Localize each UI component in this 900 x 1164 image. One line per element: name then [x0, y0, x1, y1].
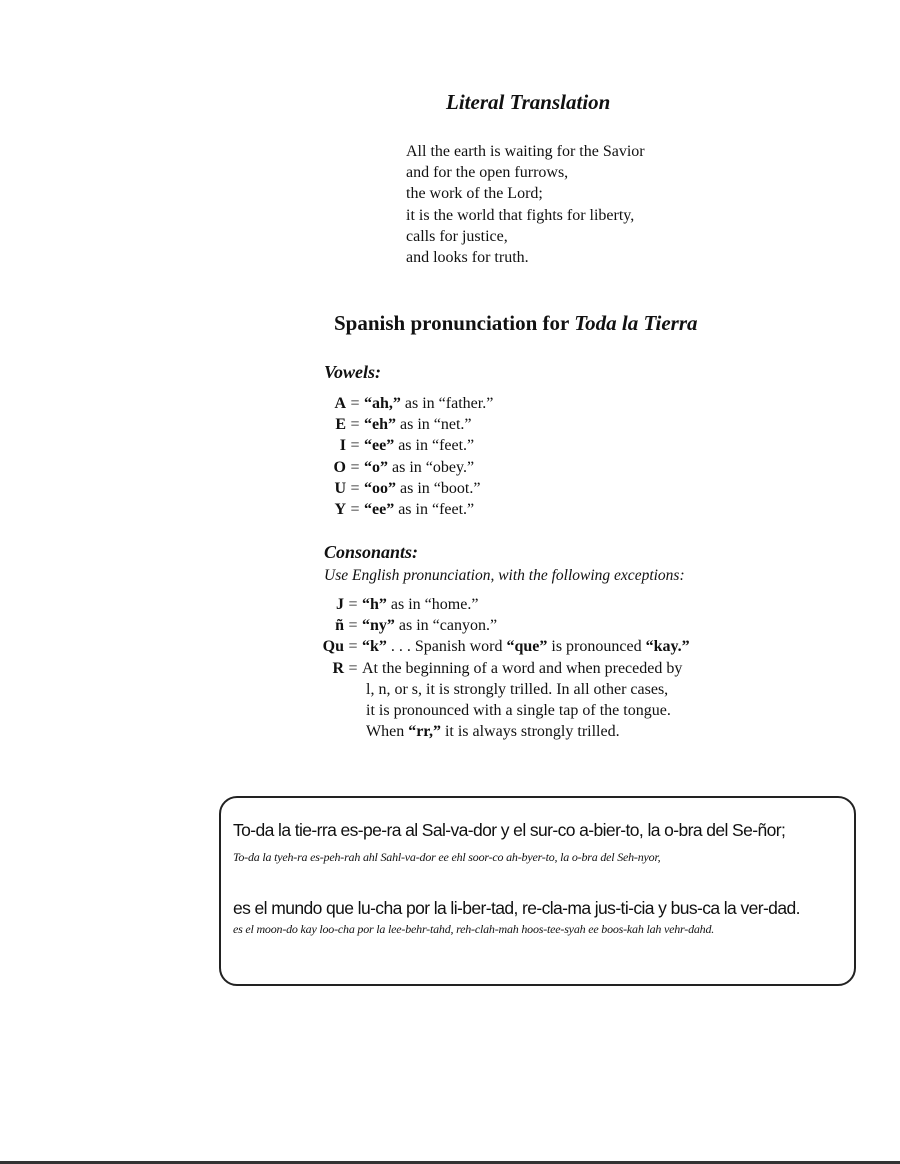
vowels-heading: Vowels: — [324, 362, 382, 382]
vowel-rule: I = “ee” as in “feet.” — [326, 435, 493, 456]
literal-translation-title: Literal Translation — [446, 90, 611, 114]
translation-line: the work of the Lord; — [406, 185, 543, 203]
consonant-rule-n: ñ = “ny” as in “canyon.” — [310, 615, 690, 636]
consonant-rule-r: R = At the beginning of a word and when preceded by — [310, 658, 690, 679]
vowel-sound: “oo” — [364, 479, 396, 497]
consonant-letter: ñ — [335, 617, 344, 635]
consonant-letter: J — [336, 596, 344, 613]
consonant-rule-qu: Qu = “k” . . . Spanish word “que” is pronounced “kay.” — [310, 636, 690, 657]
vowel-sound: “eh” — [364, 416, 396, 434]
literal-translation-text — [406, 141, 645, 268]
consonant-letter: Qu — [322, 638, 344, 656]
consonants-intro: Use English pronunciation, with the following exceptions: — [324, 567, 685, 584]
vowels-list — [326, 393, 493, 520]
vowel-letter: U — [334, 479, 346, 497]
song-title: Toda la Tierra — [574, 311, 698, 335]
translation-line: All the earth is waiting for the Savior — [406, 143, 645, 160]
translation-line: and looks for truth. — [406, 249, 529, 267]
vowel-rule: U = “oo” as in “boot.” — [326, 478, 493, 499]
vowel-letter: E — [335, 416, 346, 434]
consonants-heading: Consonants: — [324, 542, 419, 562]
vowel-sound: “o” — [364, 458, 388, 476]
lyric-line: es el mundo que lu-cha por la li-ber-tad, re-cla-ma jus-ti-cia y bus-ca la ver-dad. — [233, 898, 800, 918]
vowel-rule: O = “o” as in “obey.” — [326, 457, 493, 478]
vowel-rule: A = “ah,” as in “father.” — [326, 393, 493, 414]
translation-line: calls for justice, — [406, 227, 508, 245]
vowel-letter: Y — [334, 501, 346, 519]
phonetic-line: To-da la tyeh-ra es-peh-rah ahl Sahl-va-dor ee ehl soor-co ah-byer-to, la o-bra del Seh-nyor, — [233, 850, 661, 864]
vowel-rule: E = “eh” as in “net.” — [326, 414, 493, 435]
vowel-sound: “ah,” — [364, 395, 401, 412]
vowel-sound: “ee” — [364, 437, 395, 455]
consonant-rule-r-continued: l, n, or s, it is strongly trilled. In all other cases, — [366, 680, 669, 698]
pronunciation-title — [334, 311, 698, 336]
pronunciation-title-prefix: Spanish pronunciation for — [334, 311, 575, 335]
consonants-list — [310, 594, 690, 742]
vowel-rule: Y = “ee” as in “feet.” — [326, 499, 493, 520]
consonant-rule-r-continued: it is pronounced with a single tap of the tongue. — [366, 702, 671, 720]
lyric-line: To-da la tie-rra es-pe-ra al Sal-va-dor y el sur-co a-bier-to, la o-bra del Se-ñor; — [233, 820, 786, 840]
translation-line: and for the open furrows, — [406, 164, 569, 182]
consonant-rule-r-continued: When “rr,” it is always strongly trilled. — [366, 723, 620, 741]
consonant-letter: R — [332, 659, 344, 677]
vowel-letter: I — [339, 437, 346, 455]
vowel-letter: O — [333, 458, 346, 476]
consonant-rule-j: J = “h” as in “home.” — [310, 594, 690, 615]
phonetic-line: es el moon-do kay loo-cha por la lee-behr-tahd, reh-clah-mah hoos-tee-syah ee boos-kah lah vehr-dahd. — [233, 922, 715, 936]
translation-line: it is the world that fights for liberty, — [406, 206, 635, 224]
vowel-sound: “ee” — [364, 501, 395, 519]
vowel-letter: A — [334, 395, 346, 412]
